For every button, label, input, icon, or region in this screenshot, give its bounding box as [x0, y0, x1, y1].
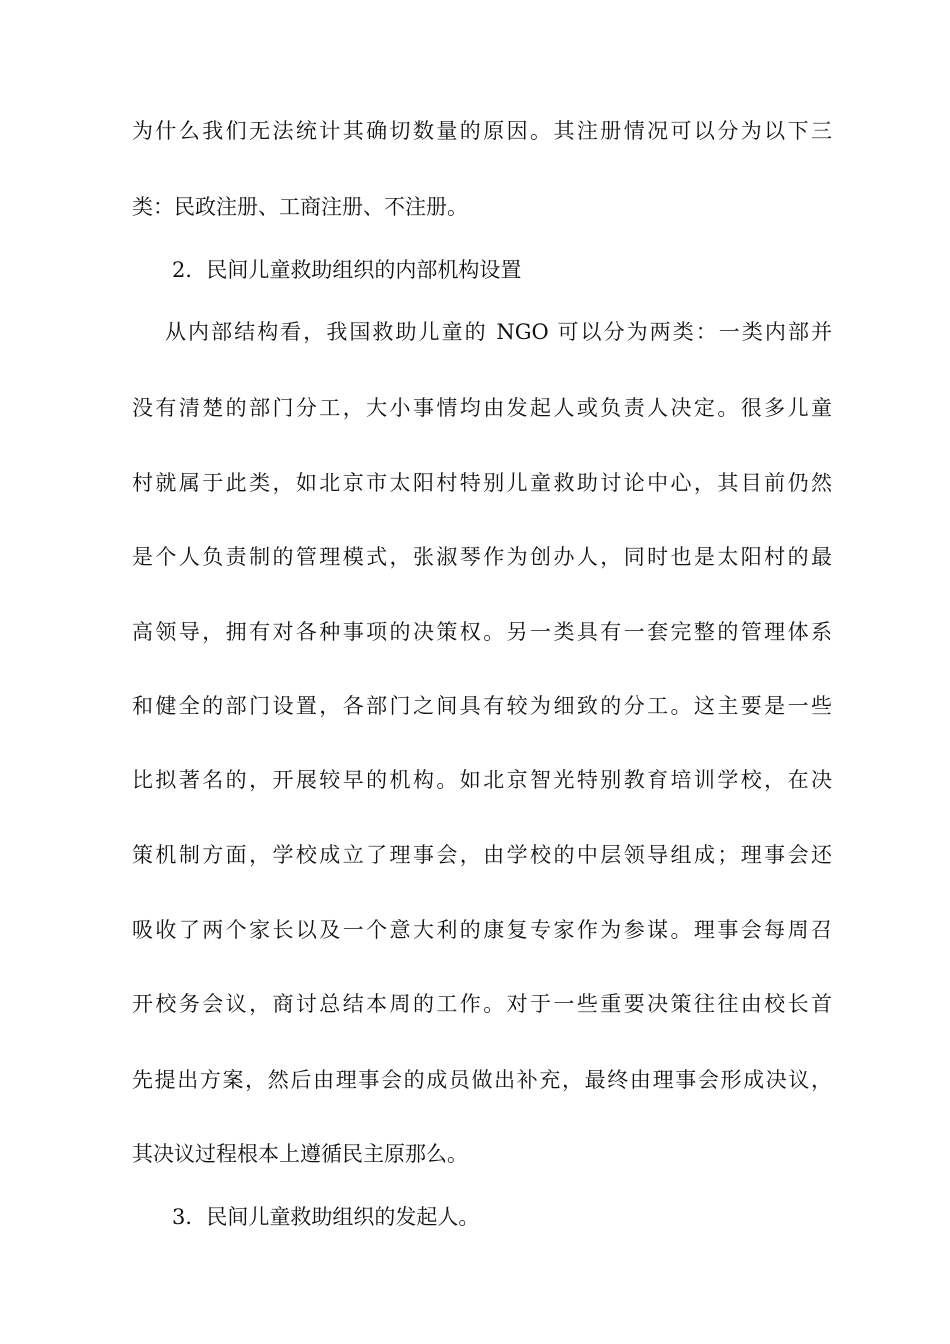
paragraph-line: 从内部结构看，我国救助儿童的 NGO 可以分为两类：一类内部并	[165, 320, 832, 344]
section-heading: 3．民间儿童救助组织的发起人。	[172, 1205, 480, 1229]
paragraph-line: 和健全的部门设置，各部门之间具有较为细致的分工。这主要是一些	[132, 694, 832, 718]
paragraph-line: 村就属于此类，如北京市太阳村特别儿童救助讨论中心，其目前仍然	[132, 471, 832, 495]
paragraph-line: 开校务会议，商讨总结本周的工作。对于一些重要决策往往由校长首	[132, 992, 832, 1016]
paragraph-line: 是个人负责制的管理模式，张淑琴作为创办人，同时也是太阳村的最	[132, 545, 832, 569]
paragraph-line: 比拟著名的，开展较早的机构。如北京智光特别教育培训学校，在决	[132, 768, 832, 792]
paragraph-line: 为什么我们无法统计其确切数量的原因。其注册情况可以分为以下三	[132, 119, 832, 143]
section-heading: 2．民间儿童救助组织的内部机构设置	[172, 258, 522, 282]
paragraph-line: 先提出方案，然后由理事会的成员做出补充，最终由理事会形成决议，	[132, 1068, 832, 1092]
paragraph-line: 没有清楚的部门分工，大小事情均由发起人或负责人决定。很多儿童	[132, 396, 832, 420]
paragraph-line: 策机制方面，学校成立了理事会，由学校的中层领导组成；理事会还	[132, 843, 832, 867]
paragraph-line: 高领导，拥有对各种事项的决策权。另一类具有一套完整的管理体系	[132, 620, 832, 644]
paragraph-line: 吸收了两个家长以及一个意大利的康复专家作为参谋。理事会每周召	[132, 918, 832, 942]
paragraph-line: 其决议过程根本上遵循民主原那么。	[132, 1142, 468, 1166]
paragraph-line: 类：民政注册、工商注册、不注册。	[132, 195, 468, 219]
